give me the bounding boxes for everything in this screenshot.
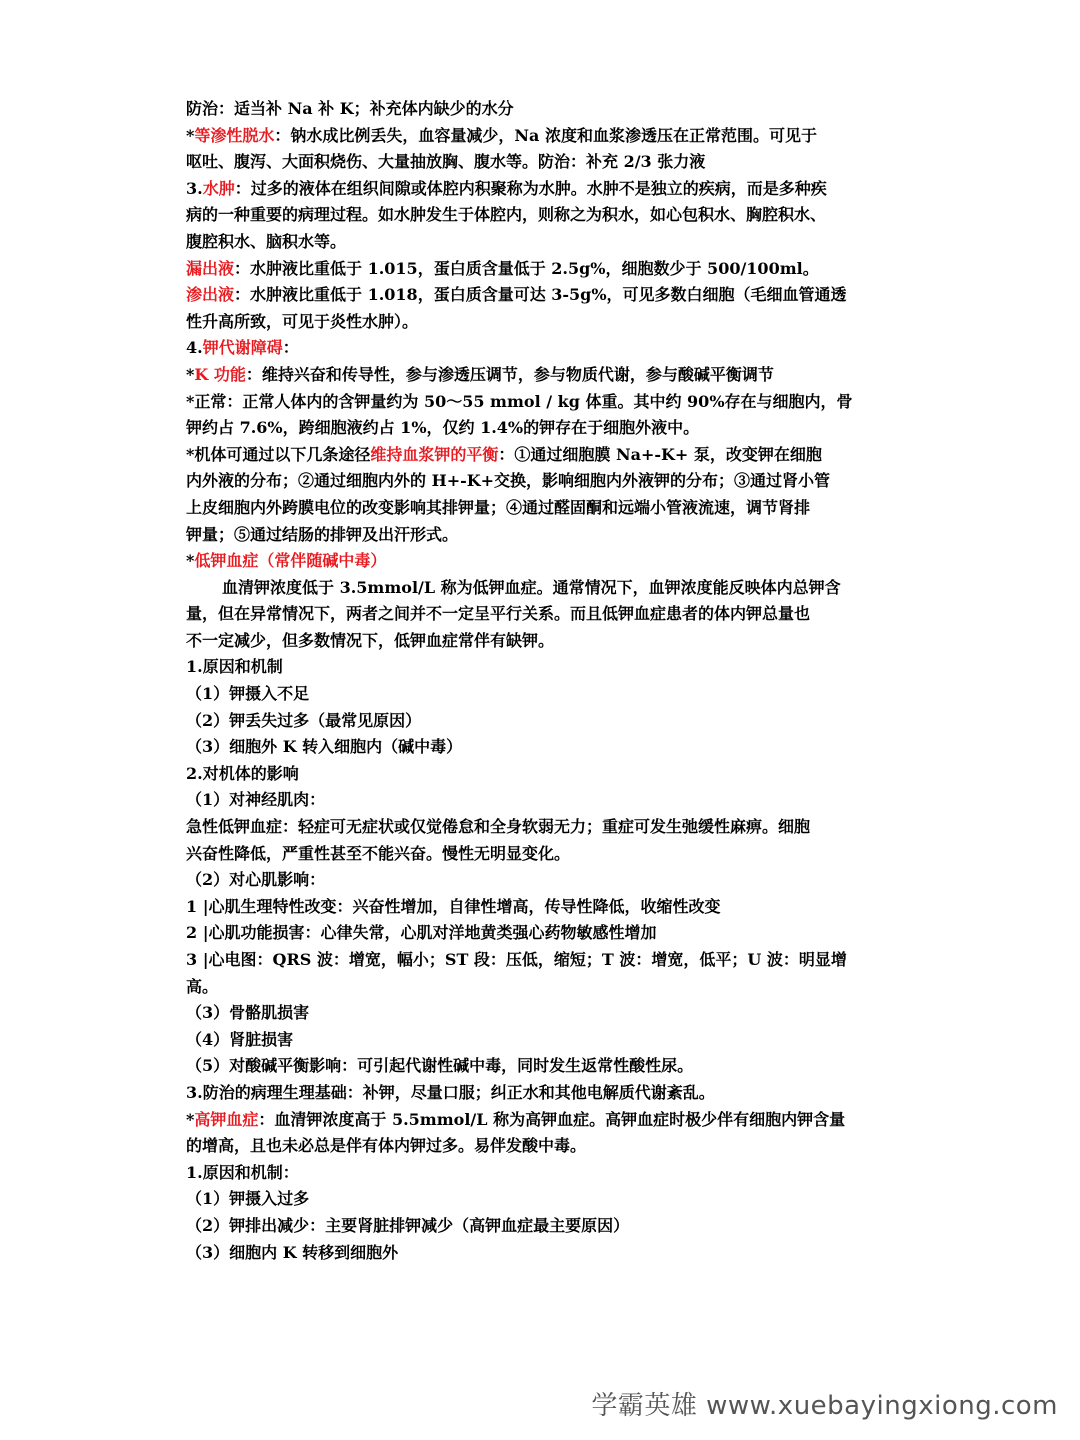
text-segment: * xyxy=(186,125,195,145)
text-line xyxy=(186,841,906,868)
text-segment: 呕吐、腹泻、大面积烧伤、大量抽放胸、腹水等。防治：补充 2/3 张力液 xyxy=(186,152,706,172)
text-segment: 的增高，且也未必总是伴有体内钾过多。易伴发酸中毒。 xyxy=(186,1136,587,1156)
text-line xyxy=(186,1133,906,1160)
text-segment: （2）钾丢失过多（最常见原因） xyxy=(186,710,422,730)
text-line xyxy=(186,1186,906,1213)
text-line xyxy=(186,335,906,362)
text-segment: （1）钾摄入过多 xyxy=(186,1189,310,1209)
text-line xyxy=(186,149,906,176)
text-line xyxy=(186,522,906,549)
text-segment: ：水肿液比重低于 1.015，蛋白质含量低于 2.5g%，细胞数少于 500/100ml。 xyxy=(234,258,819,278)
text-segment: 不一定减少，但多数情况下，低钾血症常伴有缺钾。 xyxy=(186,630,555,650)
text-segment: （1）对神经肌肉： xyxy=(186,790,326,810)
text-line xyxy=(186,920,906,947)
text-line xyxy=(186,1027,906,1054)
text-line xyxy=(186,867,906,894)
highlighted-term: 钾代谢障碍 xyxy=(202,338,283,358)
text-segment: 病的一种重要的病理过程。如水肿发生于体腔内，则称之为积水，如心包积水、胸腔积水、 xyxy=(186,205,827,225)
text-line xyxy=(186,362,906,389)
text-line xyxy=(186,442,906,469)
text-segment: 2 |心肌功能损害：心律失常，心肌对洋地黄类强心药物敏感性增加 xyxy=(186,923,657,943)
text-segment: 急性低钾血症：轻症可无症状或仅觉倦怠和全身软弱无力；重症可发生弛缓性麻痹。细胞 xyxy=(186,817,811,837)
highlighted-term: 漏出液 xyxy=(186,258,235,278)
text-segment: 兴奋性降低，严重性甚至不能兴奋。慢性无明显变化。 xyxy=(186,843,571,863)
text-segment: 3. xyxy=(186,178,203,198)
text-segment: ：血清钾浓度高于 5.5mmol/L 称为高钾血症。高钾血症时极少伴有细胞内钾含量 xyxy=(258,1109,846,1129)
text-line xyxy=(186,681,906,708)
text-line xyxy=(186,787,906,814)
text-line xyxy=(186,415,906,442)
text-segment: 上皮细胞内外跨膜电位的改变影响其排钾量；④通过醛固酮和远端小管液流速，调节肾排 xyxy=(186,497,811,517)
text-segment: ：钠水成比例丢失，血容量减少，Na 浓度和血浆渗透压在正常范围。可见于 xyxy=(274,125,817,145)
text-segment: 防治：适当补 Na 补 K；补充体内缺少的水分 xyxy=(186,99,514,118)
text-line xyxy=(186,176,906,203)
text-line xyxy=(186,575,906,602)
text-segment: * xyxy=(186,1109,195,1129)
text-segment: （2）钾排出减少：主要肾脏排钾减少（高钾血症最主要原因） xyxy=(186,1215,630,1235)
text-segment: （4）肾脏损害 xyxy=(186,1029,294,1049)
text-segment: *机体可通过以下几条途径 xyxy=(186,444,371,464)
text-line xyxy=(186,734,906,761)
text-line xyxy=(186,548,906,575)
text-line xyxy=(186,1160,906,1187)
text-segment: 腹腔积水、脑积水等。 xyxy=(186,231,347,251)
text-line xyxy=(186,96,906,123)
highlighted-term: 维持血浆钾的平衡 xyxy=(370,444,499,464)
text-line xyxy=(186,468,906,495)
text-segment: （3）细胞外 K 转入细胞内（碱中毒） xyxy=(186,737,463,757)
text-segment: 3.防治的病理生理基础：补钾，尽量口服；纠正水和其他电解质代谢紊乱。 xyxy=(186,1082,715,1102)
text-line xyxy=(186,1240,906,1267)
text-segment: *正常：正常人体内的含钾量约为 50～55 mmol / kg 体重。其中约 90%存在与细胞内，骨 xyxy=(186,391,853,411)
text-line xyxy=(186,1000,906,1027)
text-line xyxy=(186,761,906,788)
text-segment: 高。 xyxy=(186,976,219,996)
text-segment: 内外液的分布；②通过细胞内外的 H+-K+交换，影响细胞内外液钾的分布；③通过肾小管 xyxy=(186,471,831,491)
text-segment: ：过多的液体在组织间隙或体腔内积聚称为水肿。水肿不是独立的疾病，而是多种疾 xyxy=(234,178,827,198)
text-segment: ：维持兴奋和传导性，参与渗透压调节，参与物质代谢，参与酸碱平衡调节 xyxy=(245,364,774,384)
text-segment: * xyxy=(186,551,195,571)
text-line xyxy=(186,1107,906,1134)
text-segment: 钾量；⑤通过结肠的排钾及出汗形式。 xyxy=(186,524,459,544)
text-line xyxy=(186,894,906,921)
site-watermark: 学霸英雄 www.xuebayingxiong.com xyxy=(591,1391,1058,1421)
text-segment: （2）对心肌影响： xyxy=(186,870,326,890)
highlighted-term: 低钾血症（常伴随碱中毒） xyxy=(194,551,387,571)
text-segment: 钾约占 7.6%，跨细胞液约占 1%，仅约 1.4%的钾存在于细胞外液中。 xyxy=(186,418,700,438)
highlighted-term: 等渗性脱水 xyxy=(194,125,275,145)
text-segment: （3）骨骼肌损害 xyxy=(186,1003,310,1023)
text-segment: 量，但在异常情况下，两者之间并不一定呈平行关系。而且低钾血症患者的体内钾总量也 xyxy=(186,604,811,624)
text-segment: （1）钾摄入不足 xyxy=(186,684,310,704)
text-line xyxy=(186,654,906,681)
text-segment: ： xyxy=(282,338,299,358)
text-segment: 1.原因和机制 xyxy=(186,657,283,677)
text-line xyxy=(186,123,906,150)
text-line xyxy=(186,628,906,655)
text-line xyxy=(186,1213,906,1240)
highlighted-term: 渗出液 xyxy=(186,285,235,305)
text-line xyxy=(186,309,906,336)
text-line xyxy=(186,389,906,416)
text-segment: ：水肿液比重低于 1.018，蛋白质含量可达 3-5g%，可见多数白细胞（毛细血管通透 xyxy=(234,285,847,305)
text-line xyxy=(186,1053,906,1080)
text-segment: （5）对酸碱平衡影响：可引起代谢性碱中毒，同时发生返常性酸性尿。 xyxy=(186,1056,694,1076)
text-line xyxy=(186,229,906,256)
text-line xyxy=(186,708,906,735)
highlighted-term: 水肿 xyxy=(202,178,235,198)
text-segment: 2.对机体的影响 xyxy=(186,763,299,783)
text-line xyxy=(186,974,906,1001)
text-line xyxy=(186,282,906,309)
text-segment: （3）细胞内 K 转移到细胞外 xyxy=(186,1242,399,1262)
text-segment: 性升高所致，可见于炎性水肿）。 xyxy=(186,311,419,331)
highlighted-term: K 功能 xyxy=(194,364,246,384)
text-line xyxy=(186,202,906,229)
highlighted-term: 高钾血症 xyxy=(194,1109,259,1129)
text-line xyxy=(186,256,906,283)
text-segment: ：①通过细胞膜 Na+-K+ 泵，改变钾在细胞 xyxy=(498,444,822,464)
text-segment: 血清钾浓度低于 3.5mmol/L 称为低钾血症。通常情况下，血钾浓度能反映体内总钾含 xyxy=(222,577,841,597)
text-segment: * xyxy=(186,364,195,384)
text-line xyxy=(186,1080,906,1107)
text-segment: 1.原因和机制： xyxy=(186,1162,299,1182)
text-segment: 3 |心电图：QRS 波：增宽，幅小；ST 段：压低，缩短；T 波：增宽，低平；U 波：明显增 xyxy=(186,950,847,969)
text-segment: 1 |心肌生理特性改变：兴奋性增加，自律性增高，传导性降低，收缩性改变 xyxy=(186,896,721,916)
text-line xyxy=(186,814,906,841)
text-segment: 4. xyxy=(186,338,203,358)
text-line xyxy=(186,495,906,522)
text-line xyxy=(186,601,906,628)
document-body xyxy=(186,96,906,1266)
text-line xyxy=(186,947,906,974)
